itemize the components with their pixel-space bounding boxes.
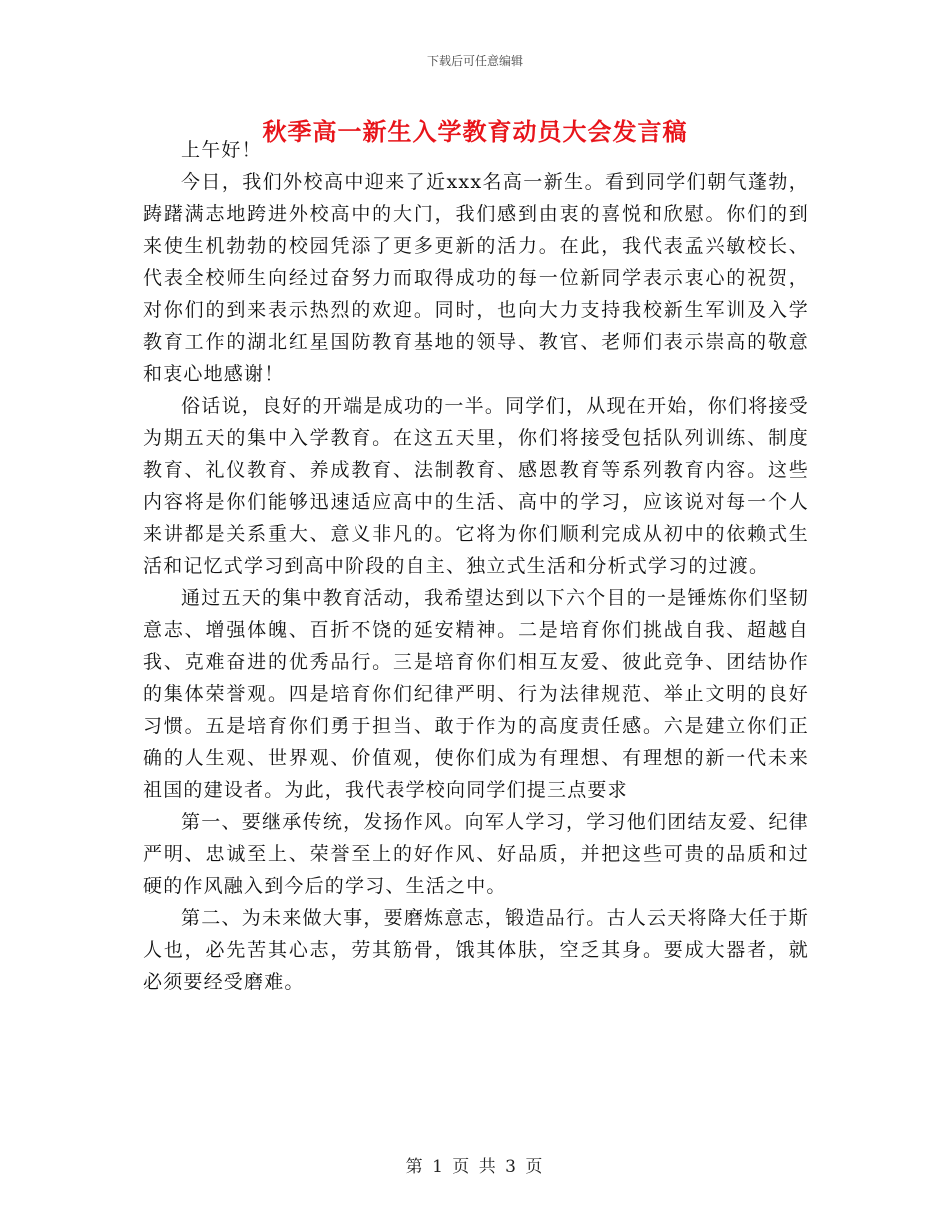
paragraph-requirement-two: 第二、为未来做大事，要磨炼意志，锻造品行。古人云天将降大任于斯人也，必先苦其心志，劳其筋骨，饿其体肤，空乏其身。要成大器者，就必须要经受磨难。 [143,907,809,993]
paragraph-six-goals: 通过五天的集中教育活动，我希望达到以下六个目的一是锤炼你们坚韧意志、增强体魄、百折不饶的延安精神。二是培育你们挑战自我、超越自我、克难奋进的优秀品行。三是培育你们相互友爱、彼此竞争、团结协作的集体荣誉观。四是培育你们纪律严明、行为法律规范、举止文明的良好习惯。五是培育你们勇于担当、敢于作为的高度责任感。六是建立你们正确的人生观、世界观、价值观，使你们成为有理想、有理想的新一代未来祖国的建设者。为此，我代表学校向同学们提三点要求 [143,587,809,801]
paragraph-education-content: 俗话说，良好的开端是成功的一半。同学们，从现在开始，你们将接受为期五天的集中入学教育。在这五天里，你们将接受包括队列训练、制度教育、礼仪教育、养成教育、法制教育、感恩教育等系列教育内容。这些内容将是你们能够迅速适应高中的生活、高中的学习，应该说对每一个人来讲都是关系重大、意义非凡的。它将为你们顺利完成从初中的依赖式生活和记忆式学习到高中阶段的自主、独立式生活和分析式学习的过渡。 [143,395,809,577]
paragraph-welcome: 今日，我们外校高中迎来了近xxx名高一新生。看到同学们朝气蓬勃，踌躇满志地跨进外校高中的大门，我们感到由衷的喜悦和欣慰。你们的到来使生机勃勃的校园凭添了更多更新的活力。在此，我代表孟兴敏校长、代表全校师生向经过奋努力而取得成功的每一位新同学表示衷心的祝贺，对你们的到来表示热烈的欢迎。同时，也向大力支持我校新生军训及入学教育工作的湖北红星国防教育基地的领导、教官、老师们表示崇高的敬意和衷心地感谢！ [143,171,809,385]
paragraph-greeting: 上午好！ [181,139,262,161]
page-number-footer: 第 1 页 共 3 页 [405,1157,545,1177]
document-body [143,134,809,998]
paragraph-requirement-one: 第一、要继承传统，发扬作风。向军人学习，学习他们团结友爱、纪律严明、忠诚至上、荣誉至上的好作风、好品质，并把这些可贵的品质和过硬的作风融入到今后的学习、生活之中。 [143,811,809,897]
document-title: 秋季高一新生入学教育动员大会发言稿 [262,117,688,146]
header-note: 下载后可任意编辑 [426,54,523,68]
